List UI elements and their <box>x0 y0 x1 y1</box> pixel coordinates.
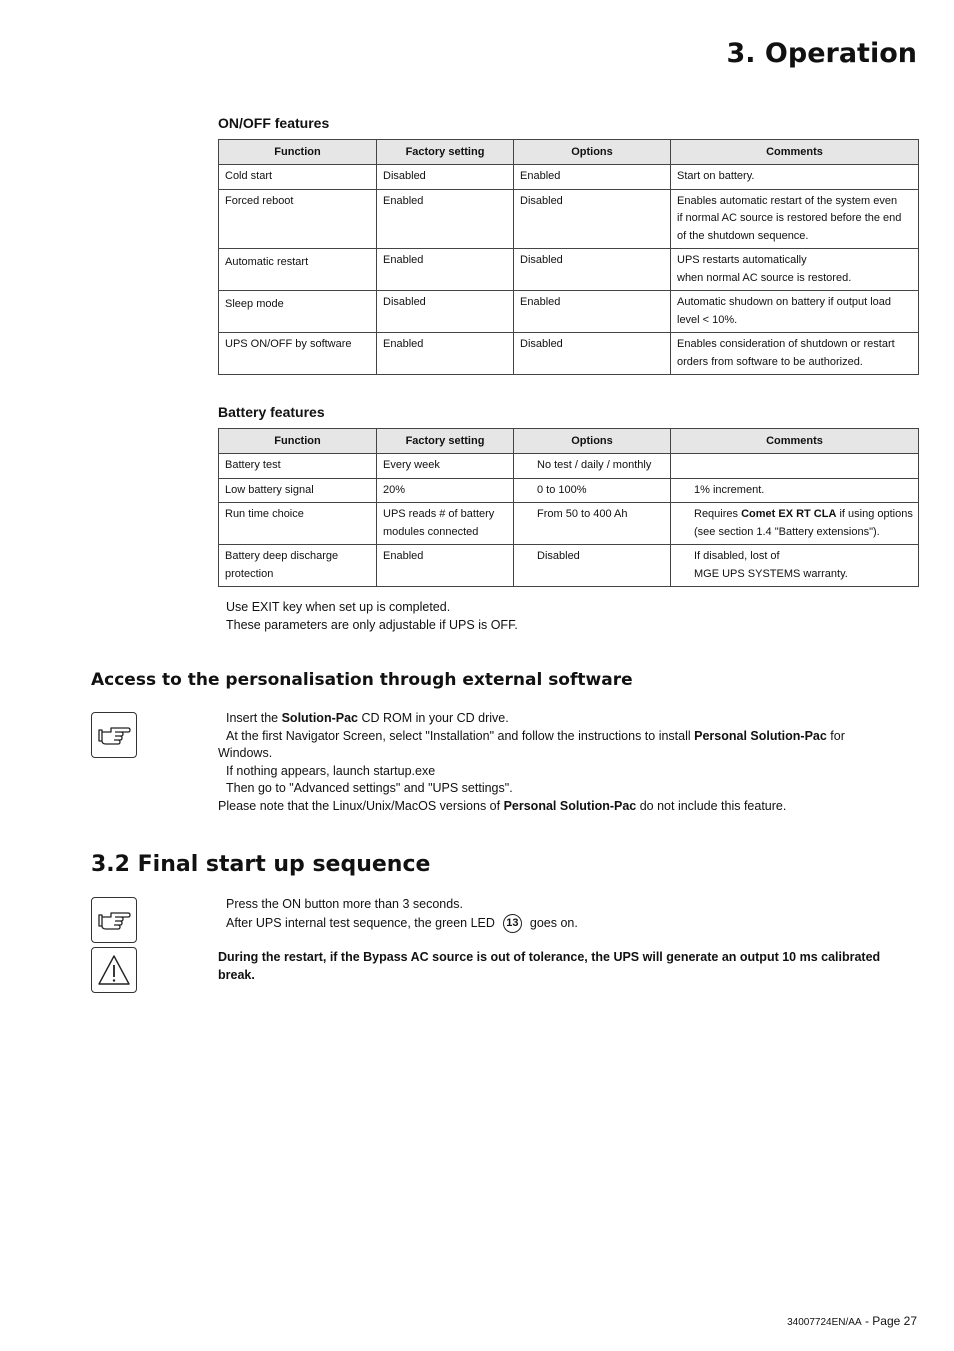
table-row <box>219 545 919 587</box>
onoff-table <box>218 139 919 375</box>
cell-text: protection <box>225 567 274 580</box>
column-header: Options <box>514 140 671 165</box>
cell-function: Forced reboot <box>219 189 377 249</box>
column-header: Comments <box>671 140 919 165</box>
comment-line: Automatic shudown on battery if output load <box>677 296 892 308</box>
cell-text: Every week <box>383 459 440 471</box>
pointing-hand-icon <box>97 724 131 746</box>
warning-triangle-icon <box>91 947 137 993</box>
comment-text: If disabled, lost of <box>694 550 780 562</box>
cell-text: Battery test <box>225 459 281 471</box>
comment-line: if normal AC source is restored before the end <box>677 212 902 224</box>
comment-line: level < 10%. <box>677 313 738 326</box>
cell-function <box>219 503 377 545</box>
column-header: Factory setting <box>377 429 514 454</box>
page-footer <box>787 1314 917 1328</box>
cell-factory: Enabled <box>377 249 514 291</box>
access-instructions <box>218 710 918 815</box>
column-header: Comments <box>671 429 919 454</box>
cell-text: Run time choice <box>225 508 304 520</box>
comment-line: Enables consideration of shutdown or restart <box>677 338 895 350</box>
cell-text: Low battery signal <box>225 483 314 496</box>
led-13-indicator: 13 <box>503 914 522 933</box>
instruction-line: Then go to "Advanced settings" and "UPS settings". <box>226 781 513 795</box>
cell-text: Enabled <box>383 550 424 562</box>
pointing-hand-icon <box>97 909 131 931</box>
table-row <box>219 503 919 545</box>
cell-options: Disabled <box>514 333 671 375</box>
cell-options: Enabled <box>514 165 671 190</box>
comment-text: MGE UPS SYSTEMS warranty. <box>694 567 848 580</box>
cell-text: Battery deep discharge <box>225 550 339 562</box>
cell-options: Disabled <box>514 545 671 587</box>
comment-line: when normal AC source is restored. <box>677 271 852 284</box>
cell-comments <box>671 333 919 375</box>
cell-comments <box>671 503 919 545</box>
cell-comments <box>671 249 919 291</box>
pointing-hand-icon <box>91 897 137 943</box>
comment-line: UPS restarts automatically <box>677 254 807 266</box>
cell-options: From 50 to 400 Ah <box>514 503 671 545</box>
cell-comments <box>671 545 919 587</box>
cell-function: UPS ON/OFF by software <box>219 333 377 375</box>
cell-factory: Enabled <box>377 333 514 375</box>
cell-comments <box>671 291 919 333</box>
cell-text: modules connected <box>383 525 479 538</box>
cell-factory: Disabled <box>377 165 514 190</box>
note-line: These parameters are only adjustable if UPS is OFF. <box>226 617 518 632</box>
page-number: - Page 27 <box>861 1314 917 1328</box>
instruction-line <box>218 798 918 816</box>
comment-line: Start on battery. <box>677 170 755 182</box>
text: for <box>826 728 845 743</box>
cell-options: Enabled <box>514 291 671 333</box>
doc-code: 34007724EN/AA <box>787 1317 862 1328</box>
table-row <box>219 333 919 375</box>
instruction-line: Windows. <box>218 746 273 760</box>
table-row <box>219 165 919 190</box>
product-name: Personal Solution-Pac <box>694 728 827 743</box>
column-header: Function <box>219 429 377 454</box>
cell-factory: Disabled <box>377 291 514 333</box>
instruction-line <box>218 710 918 728</box>
comment-text: 1% increment. <box>694 483 765 496</box>
cell-text: UPS reads # of battery <box>383 508 495 520</box>
column-header: Function <box>219 140 377 165</box>
cell-options: Disabled <box>514 249 671 291</box>
cell-text: 20% <box>383 483 406 496</box>
table-row <box>219 249 919 291</box>
text: At the first Navigator Screen, select "Installation" and follow the instructions to install <box>226 728 695 743</box>
text: Insert the <box>226 711 282 725</box>
restart-warning: During the restart, if the Bypass AC source is out of tolerance, the UPS will generate an output 10 ms calibrated break. <box>218 950 881 982</box>
cell-options: No test / daily / monthly <box>514 454 671 479</box>
text: Please note that the Linux/Unix/MacOS versions of <box>218 798 504 813</box>
cell-function: Sleep mode <box>219 291 377 333</box>
text: goes on. <box>529 915 578 930</box>
product-name: Solution-Pac <box>281 711 358 725</box>
pointing-hand-icon <box>91 712 137 758</box>
cell-comments <box>671 454 919 479</box>
instruction-line: Press the ON button more than 3 seconds. <box>226 897 463 911</box>
table-header-row <box>219 429 919 454</box>
cell-options: Disabled <box>514 189 671 249</box>
final-instructions <box>218 896 578 933</box>
cell-function <box>219 454 377 479</box>
product-name: Personal Solution-Pac <box>503 798 637 813</box>
table-row <box>219 478 919 503</box>
instruction-line <box>218 728 918 746</box>
cell-options: 0 to 100% <box>514 478 671 503</box>
column-header: Options <box>514 429 671 454</box>
cell-function <box>219 545 377 587</box>
table-row <box>219 189 919 249</box>
comment-line: of the shutdown sequence. <box>677 229 809 242</box>
cell-factory: Enabled <box>377 189 514 249</box>
battery-notes <box>218 599 518 634</box>
onoff-section-label: ON/OFF features <box>218 115 330 131</box>
comment-line: orders from software to be authorized. <box>677 355 863 368</box>
product-name: Comet EX RT CLA <box>741 508 837 520</box>
final-startup-heading: 3.2 Final start up sequence <box>91 852 431 877</box>
access-heading: Access to the personalisation through external software <box>91 670 633 690</box>
text: do not include this feature. <box>636 798 787 813</box>
chapter-title: 3. Operation <box>726 38 917 69</box>
comment-text: Requires <box>694 508 742 520</box>
comment-line: Enables automatic restart of the system even <box>677 194 898 207</box>
cell-comments <box>671 478 919 503</box>
text: After UPS internal test sequence, the green LED <box>226 915 495 930</box>
cell-function: Cold start <box>219 165 377 190</box>
battery-table <box>218 428 919 587</box>
battery-section-label: Battery features <box>218 404 325 420</box>
text: CD ROM in your CD drive. <box>358 711 509 725</box>
cell-factory <box>377 503 514 545</box>
table-header-row <box>219 140 919 165</box>
table-row <box>219 454 919 479</box>
cell-factory <box>377 545 514 587</box>
instruction-line: If nothing appears, launch startup.exe <box>226 763 436 778</box>
cell-factory <box>377 454 514 479</box>
instruction-line <box>218 914 578 933</box>
cell-comments <box>671 189 919 249</box>
cell-comments <box>671 165 919 190</box>
warning-triangle-icon <box>97 954 131 986</box>
comment-text: (see section 1.4 "Battery extensions"). <box>694 525 880 538</box>
cell-function: Automatic restart <box>219 249 377 291</box>
cell-function <box>219 478 377 503</box>
note-line: Use EXIT key when set up is completed. <box>226 600 451 614</box>
comment-text: if using options <box>836 508 913 520</box>
column-header: Factory setting <box>377 140 514 165</box>
table-row <box>219 291 919 333</box>
cell-factory <box>377 478 514 503</box>
